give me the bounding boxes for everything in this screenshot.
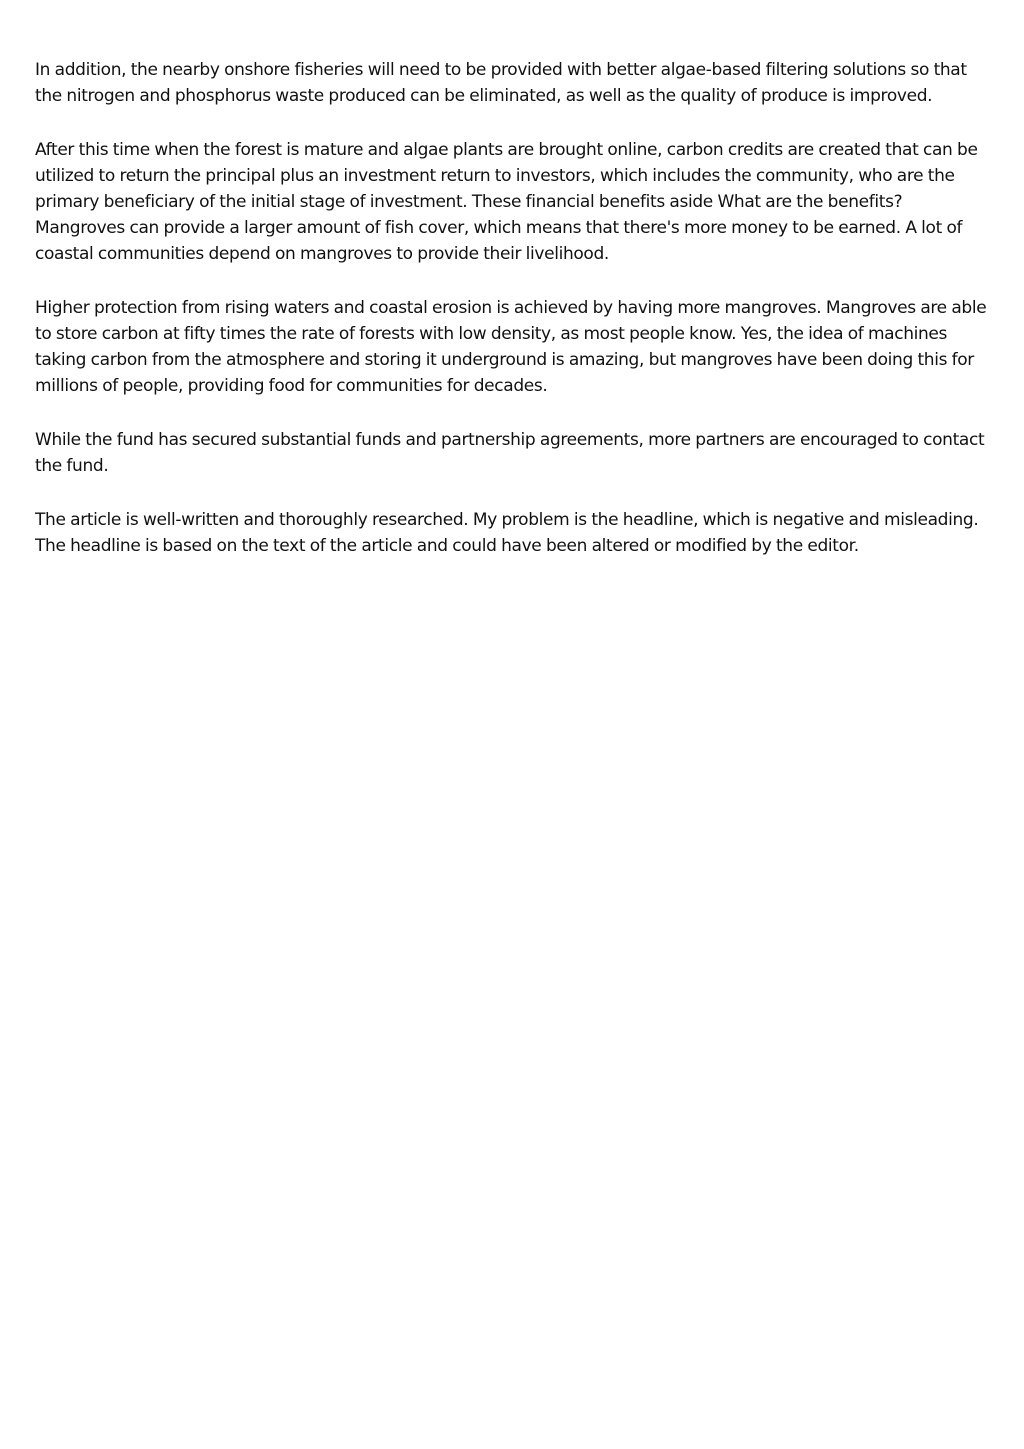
paragraph-headline-critique: The article is well-written and thoroughly researched. My problem is the headline, which is negative and misleading. The headline is based on the text of the article and could have been altered or modified by the editor. xyxy=(35,510,979,556)
article-body xyxy=(35,57,994,559)
paragraph-fund-partners: While the fund has secured substantial funds and partnership agreements, more partners are encouraged to contact the fund. xyxy=(35,430,985,476)
paragraph-carbon-credits: After this time when the forest is mature and algae plants are brought online, carbon credits are created that can be utilized to return the principal plus an investment return to investors, which includes the community, who are the primary beneficiary of the initial stage of investment. These financial benefits aside What are the benefits? Mangroves can provide a larger amount of fish cover, which means that there's more money to be earned. A lot of coastal communities depend on mangroves to provide their livelihood. xyxy=(35,140,978,264)
paragraph-fisheries: In addition, the nearby onshore fisheries will need to be provided with better algae-based filtering solutions so that the nitrogen and phosphorus waste produced can be eliminated, as well as the quality of produce is improved. xyxy=(35,60,967,106)
paragraph-protection: Higher protection from rising waters and coastal erosion is achieved by having more mangroves. Mangroves are able to store carbon at fifty times the rate of forests with low density, as most people know. Yes, the idea of machines taking carbon from the atmosphere and storing it underground is amazing, but mangroves have been doing this for millions of people, providing food for communities for decades. xyxy=(35,298,987,396)
